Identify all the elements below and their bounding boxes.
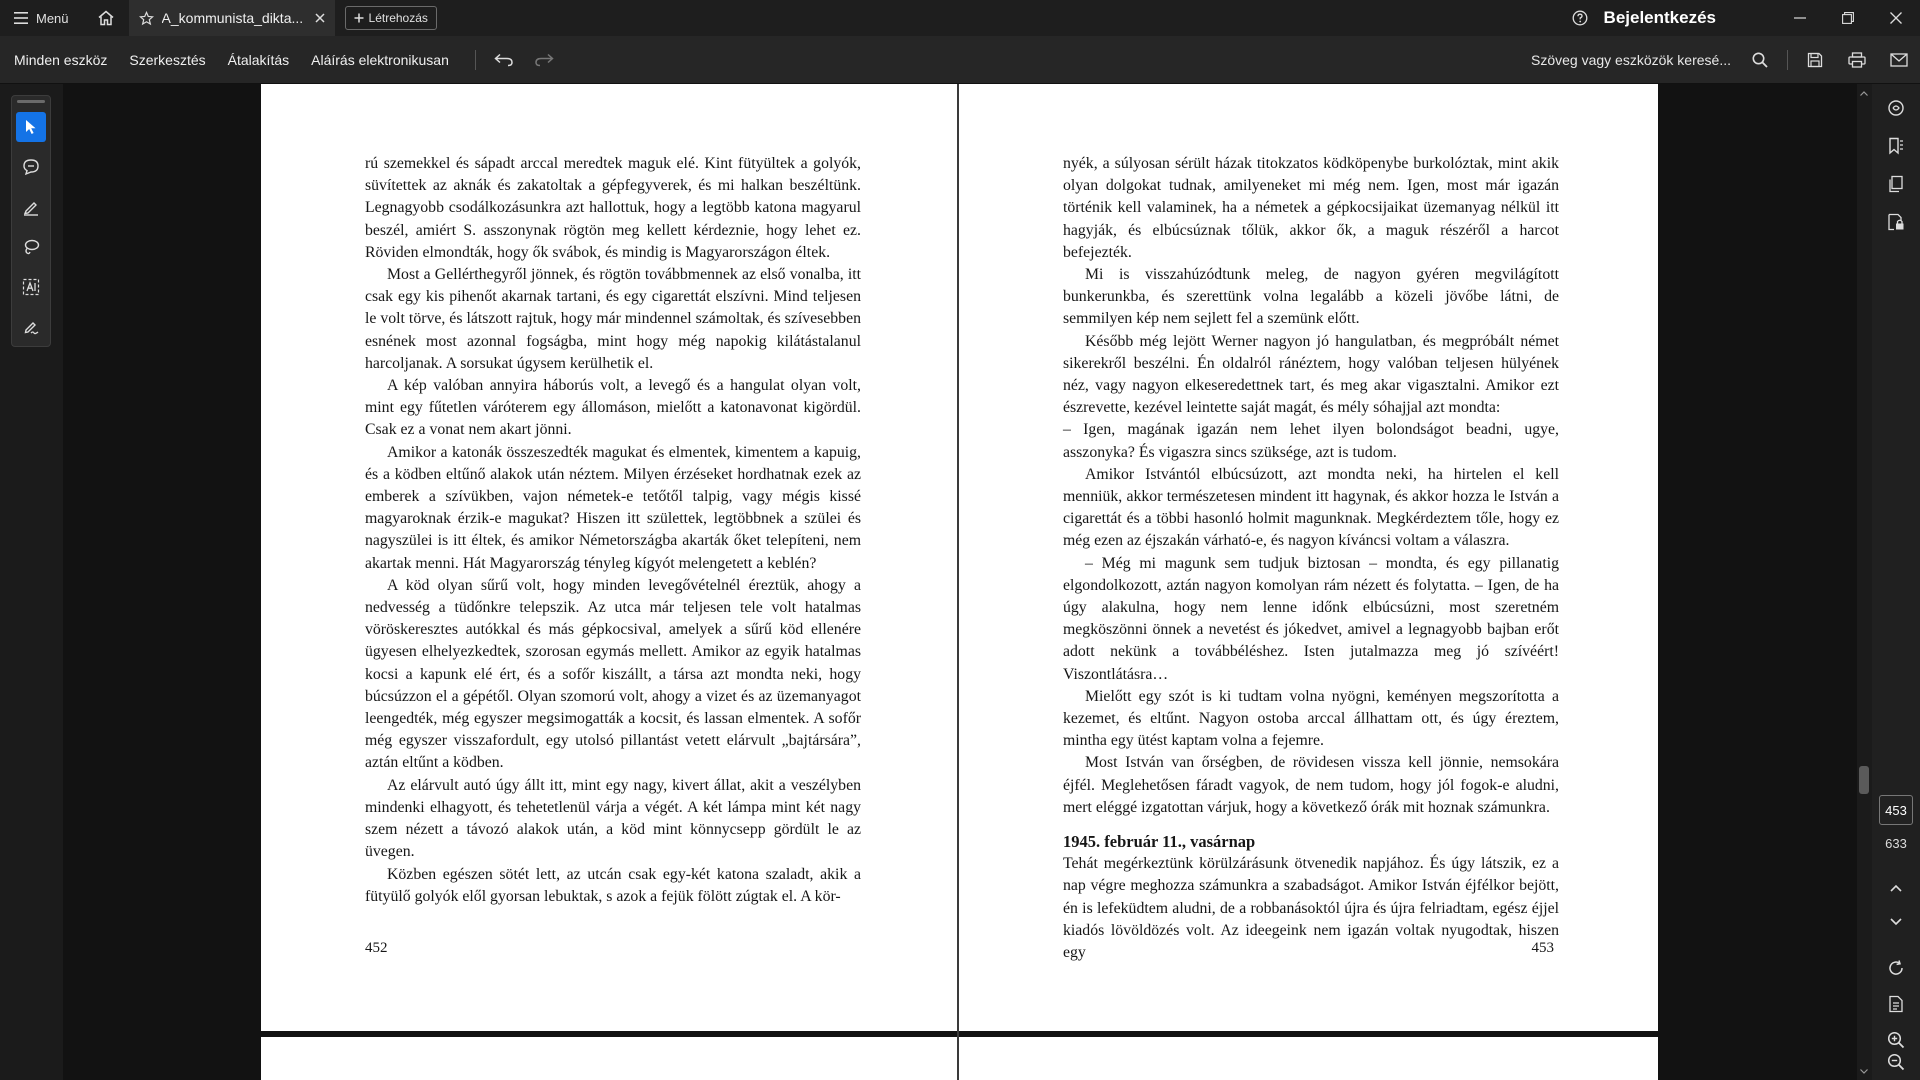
close-icon — [1890, 12, 1902, 24]
lasso-icon — [22, 238, 40, 256]
chevron-down-icon — [1860, 1069, 1868, 1074]
next-page-right — [959, 1037, 1658, 1080]
right-side-panel — [1872, 84, 1920, 1080]
signature-icon — [22, 318, 40, 336]
document-viewer[interactable] — [63, 84, 1859, 1080]
chevron-down-icon — [1890, 918, 1902, 926]
paragraph: Közben egészen sötét lett, az utcán csak egy-két katona szaladt, akik a fütyülő golyók elől gyorsan lebuktak, s azok a fejük fölött zúgtak el. A kör- — [365, 865, 861, 905]
toolbar-divider — [1787, 50, 1788, 70]
help-button[interactable] — [1562, 0, 1598, 36]
print-icon — [1848, 52, 1866, 68]
highlight-tool-button[interactable] — [16, 192, 46, 222]
create-button[interactable] — [345, 6, 437, 30]
previous-page-button[interactable] — [1880, 872, 1912, 904]
title-bar — [0, 0, 1920, 36]
paragraph: Az elárvult autó úgy állt itt, mint egy nagy, kivert állat, akit a veszélyben mindenki elhagyott, és tehetetlenül várja a végét. A két lámpa mint két nagy szem nézett a távozó alakok után, a köd mint könnycsepp gördült le az üvegen. — [365, 776, 861, 861]
lock-document-icon — [1887, 213, 1905, 231]
paragraph: – Igen, magának igazán nem lehet ilyen bolondságot beadni, ugye, asszonyka? És vigaszra sincs szüksége, azt is tudom. — [1063, 421, 1559, 461]
drag-handle[interactable] — [17, 100, 45, 103]
bookmarks-button[interactable] — [1880, 130, 1912, 162]
paragraph: Amikor a katonák összeszedték magukat és elmentek, kimentem a kapuig, és a ködben eltűnő alakok után néztem. Milyen érzéseket hordhatnak ezek az emberek a szívükben, vajon németek-e tetőtől talpig, vagy mégis kissé magyaroknak érzik-e magukat? Hiszen itt születtek, legtöbbnek a szülei és nagyszülei is itt éltek, és amikor Németországba akarták őket telepíteni, nem akartak menni. Hát Magyarország tényleg kígyót melengetett a keblén? — [365, 443, 861, 572]
close-window-button[interactable] — [1872, 0, 1920, 36]
page-number: 453 — [1531, 940, 1554, 956]
tab-title: A_kommunista_dikta... — [161, 10, 304, 26]
minimize-button[interactable] — [1776, 0, 1824, 36]
paragraph: – Még mi magunk sem tudjuk biztosan – mondta, és egy pillanatig elgondolkozott, aztán nagyon komolyan rám nézett és folytatta. – Igen, de ha úgy alakulna, hogy nem lenne időnk elbúcsúzni, most szeretném megköszönni önnek a nevetést és jókedvet, amivel a legnagyobb bajban erőt adott nekünk a továbbéléshez. Isten jutalmazza meg jó szívéért! Viszontlátásra… — [1063, 554, 1559, 683]
copy-pages-icon — [1888, 175, 1904, 193]
select-tool-button[interactable] — [16, 112, 46, 142]
page-453 — [959, 84, 1658, 1031]
sign-tool-button[interactable] — [16, 312, 46, 342]
page-layout-button[interactable] — [1880, 988, 1912, 1020]
current-page-input[interactable]: 453 — [1879, 795, 1913, 825]
text-box-icon — [22, 278, 40, 296]
scrollbar-thumb[interactable] — [1859, 766, 1869, 794]
scroll-down-arrow[interactable] — [1857, 1064, 1871, 1078]
undo-icon — [494, 53, 514, 67]
paragraph: A köd olyan sűrű volt, hogy minden levegővételnél éreztük, ahogy a nedvesség a tüdőnkre telepszik. Az utca már teljesen tele volt hatalmas vöröskeresztes autókkal és más gépkocsival, amelyek a sűrű köd ellenére ügyesen elhelyezkedtek, szorosan egymás mellett. Amikor az egyik hatalmas kocsi a kapunk elé ért, és a sofőr kiszállt, a társa azt mondta neki, hogy búcsúzzon el a gépétől. Olyan szomorú volt, ahogy a vizet és az üzemanyagot leengedték, még egyszer megsimogatták a kocsit, és lassan elmentek. A sofőr még egyszer visszafordult, egy utolsó pillantást vetett elárvult „bajtársára”, aztán eltűnt a ködben. — [365, 576, 861, 772]
home-button[interactable] — [83, 0, 129, 36]
document-icon — [1888, 995, 1904, 1013]
save-icon — [1807, 52, 1823, 68]
refresh-icon — [1887, 959, 1905, 977]
quick-tools-panel — [11, 95, 51, 347]
menu-convert[interactable]: Átalakítás — [227, 51, 290, 68]
paragraph: rú szemekkel és sápadt arccal meredtek maguk elé. Kint fütyültek a golyók, süvítettek az aknák és zakatoltak a gépfegyverek, és mi halkan beszéltünk. Legnagyobb csodálkozásunkra azt hallottuk, hogy a legtöbb katona magyarul beszél, amiért S. asszonynak rögtön meg kellett kérdeznie, hogy lehet ez. Röviden elmondták, hogy ők svábok, és mindig is Magyarországon éltek. — [365, 155, 861, 261]
print-button[interactable] — [1836, 40, 1878, 80]
close-tab-icon[interactable] — [315, 13, 325, 23]
plus-icon — [354, 13, 364, 23]
vertical-scrollbar[interactable] — [1857, 84, 1871, 1080]
redo-button[interactable] — [524, 42, 564, 78]
comment-icon — [22, 158, 40, 176]
undo-button[interactable] — [484, 42, 524, 78]
hamburger-icon — [14, 12, 28, 24]
assistant-icon — [1887, 99, 1905, 117]
ai-assistant-button[interactable] — [1880, 92, 1912, 124]
page-452 — [261, 84, 958, 1031]
pen-icon — [22, 198, 40, 216]
document-tab[interactable] — [129, 0, 335, 36]
paragraph: Mi is visszahúzódtunk meleg, de nagyon gyéren megvilágított bunkerunkba, és szerettünk volna legalább a közeli jövőbe látni, de semmilyen kép nem sejlett fel a szemünk előtt. — [1063, 266, 1559, 328]
paragraph: Most a Gellérthegyről jönnek, és rögtön továbbmennek az első vonalba, itt csak egy kis pihenőt akarnak tartani, és egy cigarettát elszívni. Mind teljesen le volt törve, és látszott rajtuk, hogy már mindennel számoltak, és szívesebben esnének most azonnal fogságba, mint hogy még napokig kilátástalanul harcoljanak. A sorsukat úgysem kerülhetik el. — [365, 266, 861, 372]
next-page-button[interactable] — [1880, 906, 1912, 938]
paragraph: Tehát megérkeztünk körülzárásunk ötvenedik napjához. És úgy látszik, ez a nap végre meghozza számunkra a szabadságot. Amikor István éjfélkor bejött, én is lefeküdtem aludni, de a robbanásoktól újra és újra felriadtam, egész éjjel kiadós lövöldözés volt. Az ideegeink nem igazán voltak nyugodtak, hiszen egy — [1063, 855, 1559, 961]
chevron-up-icon — [1890, 884, 1902, 892]
main-toolbar — [0, 36, 1920, 84]
star-icon[interactable] — [139, 11, 154, 26]
redo-icon — [534, 53, 554, 67]
page-text — [365, 153, 861, 908]
help-icon — [1572, 10, 1588, 26]
sign-in-button[interactable]: Bejelentkezés — [1603, 8, 1716, 27]
paragraph: A kép valóban annyira háborús volt, a levegő és a hangulat olyan volt, mint egy fűtetlen váróterem egy állomáson, mielőtt a katonavonat kigördül. Csak ez a vonat nem akart jönni. — [365, 377, 861, 439]
page-divider — [957, 84, 959, 1080]
save-button[interactable] — [1794, 40, 1836, 80]
diary-entry-heading: 1945. február 11., vasárnap — [1063, 832, 1256, 852]
comment-tool-button[interactable] — [16, 152, 46, 182]
paragraph: Amikor Istvántól elbúcsúzott, azt mondta neki, ha hirtelen el kell menniük, akkor természetesen mindent itt hagynak, és akkor hozza le István a cigarettát és a többi hasonló holmit magunknak. Megkérdeztem tőle, hogy ez még ezen az éjszakán várható-e, és nagyon kíváncsi voltam a válaszra. — [1063, 465, 1559, 550]
pages-thumbnails-button[interactable] — [1880, 168, 1912, 200]
rotate-button[interactable] — [1880, 952, 1912, 984]
search-icon — [1752, 52, 1768, 68]
search-button[interactable] — [1739, 40, 1781, 80]
menu-edit[interactable]: Szerkesztés — [129, 51, 206, 68]
menu-button[interactable] — [0, 0, 83, 36]
bookmark-icon — [1888, 137, 1904, 155]
page-number: 452 — [365, 940, 388, 956]
scroll-up-arrow[interactable] — [1857, 86, 1871, 100]
next-page-left — [261, 1037, 958, 1080]
paragraph: nyék, a súlyosan sérült házak titokzatos ködköpenybe burkolóztak, mint akik olyan dolgokat tudnak, amilyeneket mi még nem. Igen, most már igazán történik kell valaminek, ha a németek a gépkocsijaikat üzemanyag nélkül itt hagyják, és elbúcsúznak tőlük, akkor ők, a maguk részéről a harcot befejezték. — [1063, 155, 1559, 261]
draw-tool-button[interactable] — [16, 232, 46, 262]
restore-button[interactable] — [1824, 0, 1872, 36]
cursor-icon — [24, 119, 38, 135]
paragraph: Mielőtt egy szót is ki tudtam volna nyögni, keményen megszorította a kezemet, és eltűnt. Nagyon ostoba arccal állhattam ott, és úgy éreztem, mintha egy ütést kaptam volna a fejemre. — [1063, 687, 1559, 750]
chevron-up-icon — [1860, 91, 1868, 96]
restore-icon — [1842, 12, 1854, 24]
paragraph: Most István van őrségben, de rövidesen vissza kell jönnie, nemsokára éjfél. Meglehetősen fáradt vagyok, de nem tudom, hogy jól fogok-e aludni, mert eléggé izgatottan várjuk, hogy a következő órák mit hoznak számunkra. — [1063, 754, 1559, 816]
menu-all-tools[interactable]: Minden eszköz — [14, 51, 108, 68]
menu-label: Menü — [36, 10, 69, 26]
text-tool-button[interactable] — [16, 272, 46, 302]
protect-button[interactable] — [1880, 206, 1912, 238]
zoom-out-icon — [1887, 1053, 1905, 1071]
email-icon — [1890, 53, 1908, 67]
minimize-icon — [1794, 12, 1806, 24]
page-text — [1063, 153, 1559, 964]
create-button-label: Létrehozás — [368, 11, 428, 25]
share-email-button[interactable] — [1878, 40, 1920, 80]
menu-e-sign[interactable]: Aláírás elektronikusan — [311, 51, 449, 68]
search-input[interactable]: Szöveg vagy eszközök keresé... — [1531, 51, 1731, 68]
toolbar-divider — [475, 50, 476, 70]
paragraph: Később még lejött Werner nagyon jó hangulatban, és megpróbált német sikerekről beszélni. Én oldalról ránéztem, hogy valóban teljesen hülyének néz, vagy nagyon elkeseredettnek tart, és meg akar vigasztalni. Amikor ezt észrevette, kezével leintette saját magát, és mély sóhajjal azt mondta: — [1063, 332, 1559, 417]
total-pages: 633 — [1885, 836, 1907, 851]
home-icon — [97, 9, 115, 27]
zoom-out-button[interactable] — [1880, 1046, 1912, 1078]
